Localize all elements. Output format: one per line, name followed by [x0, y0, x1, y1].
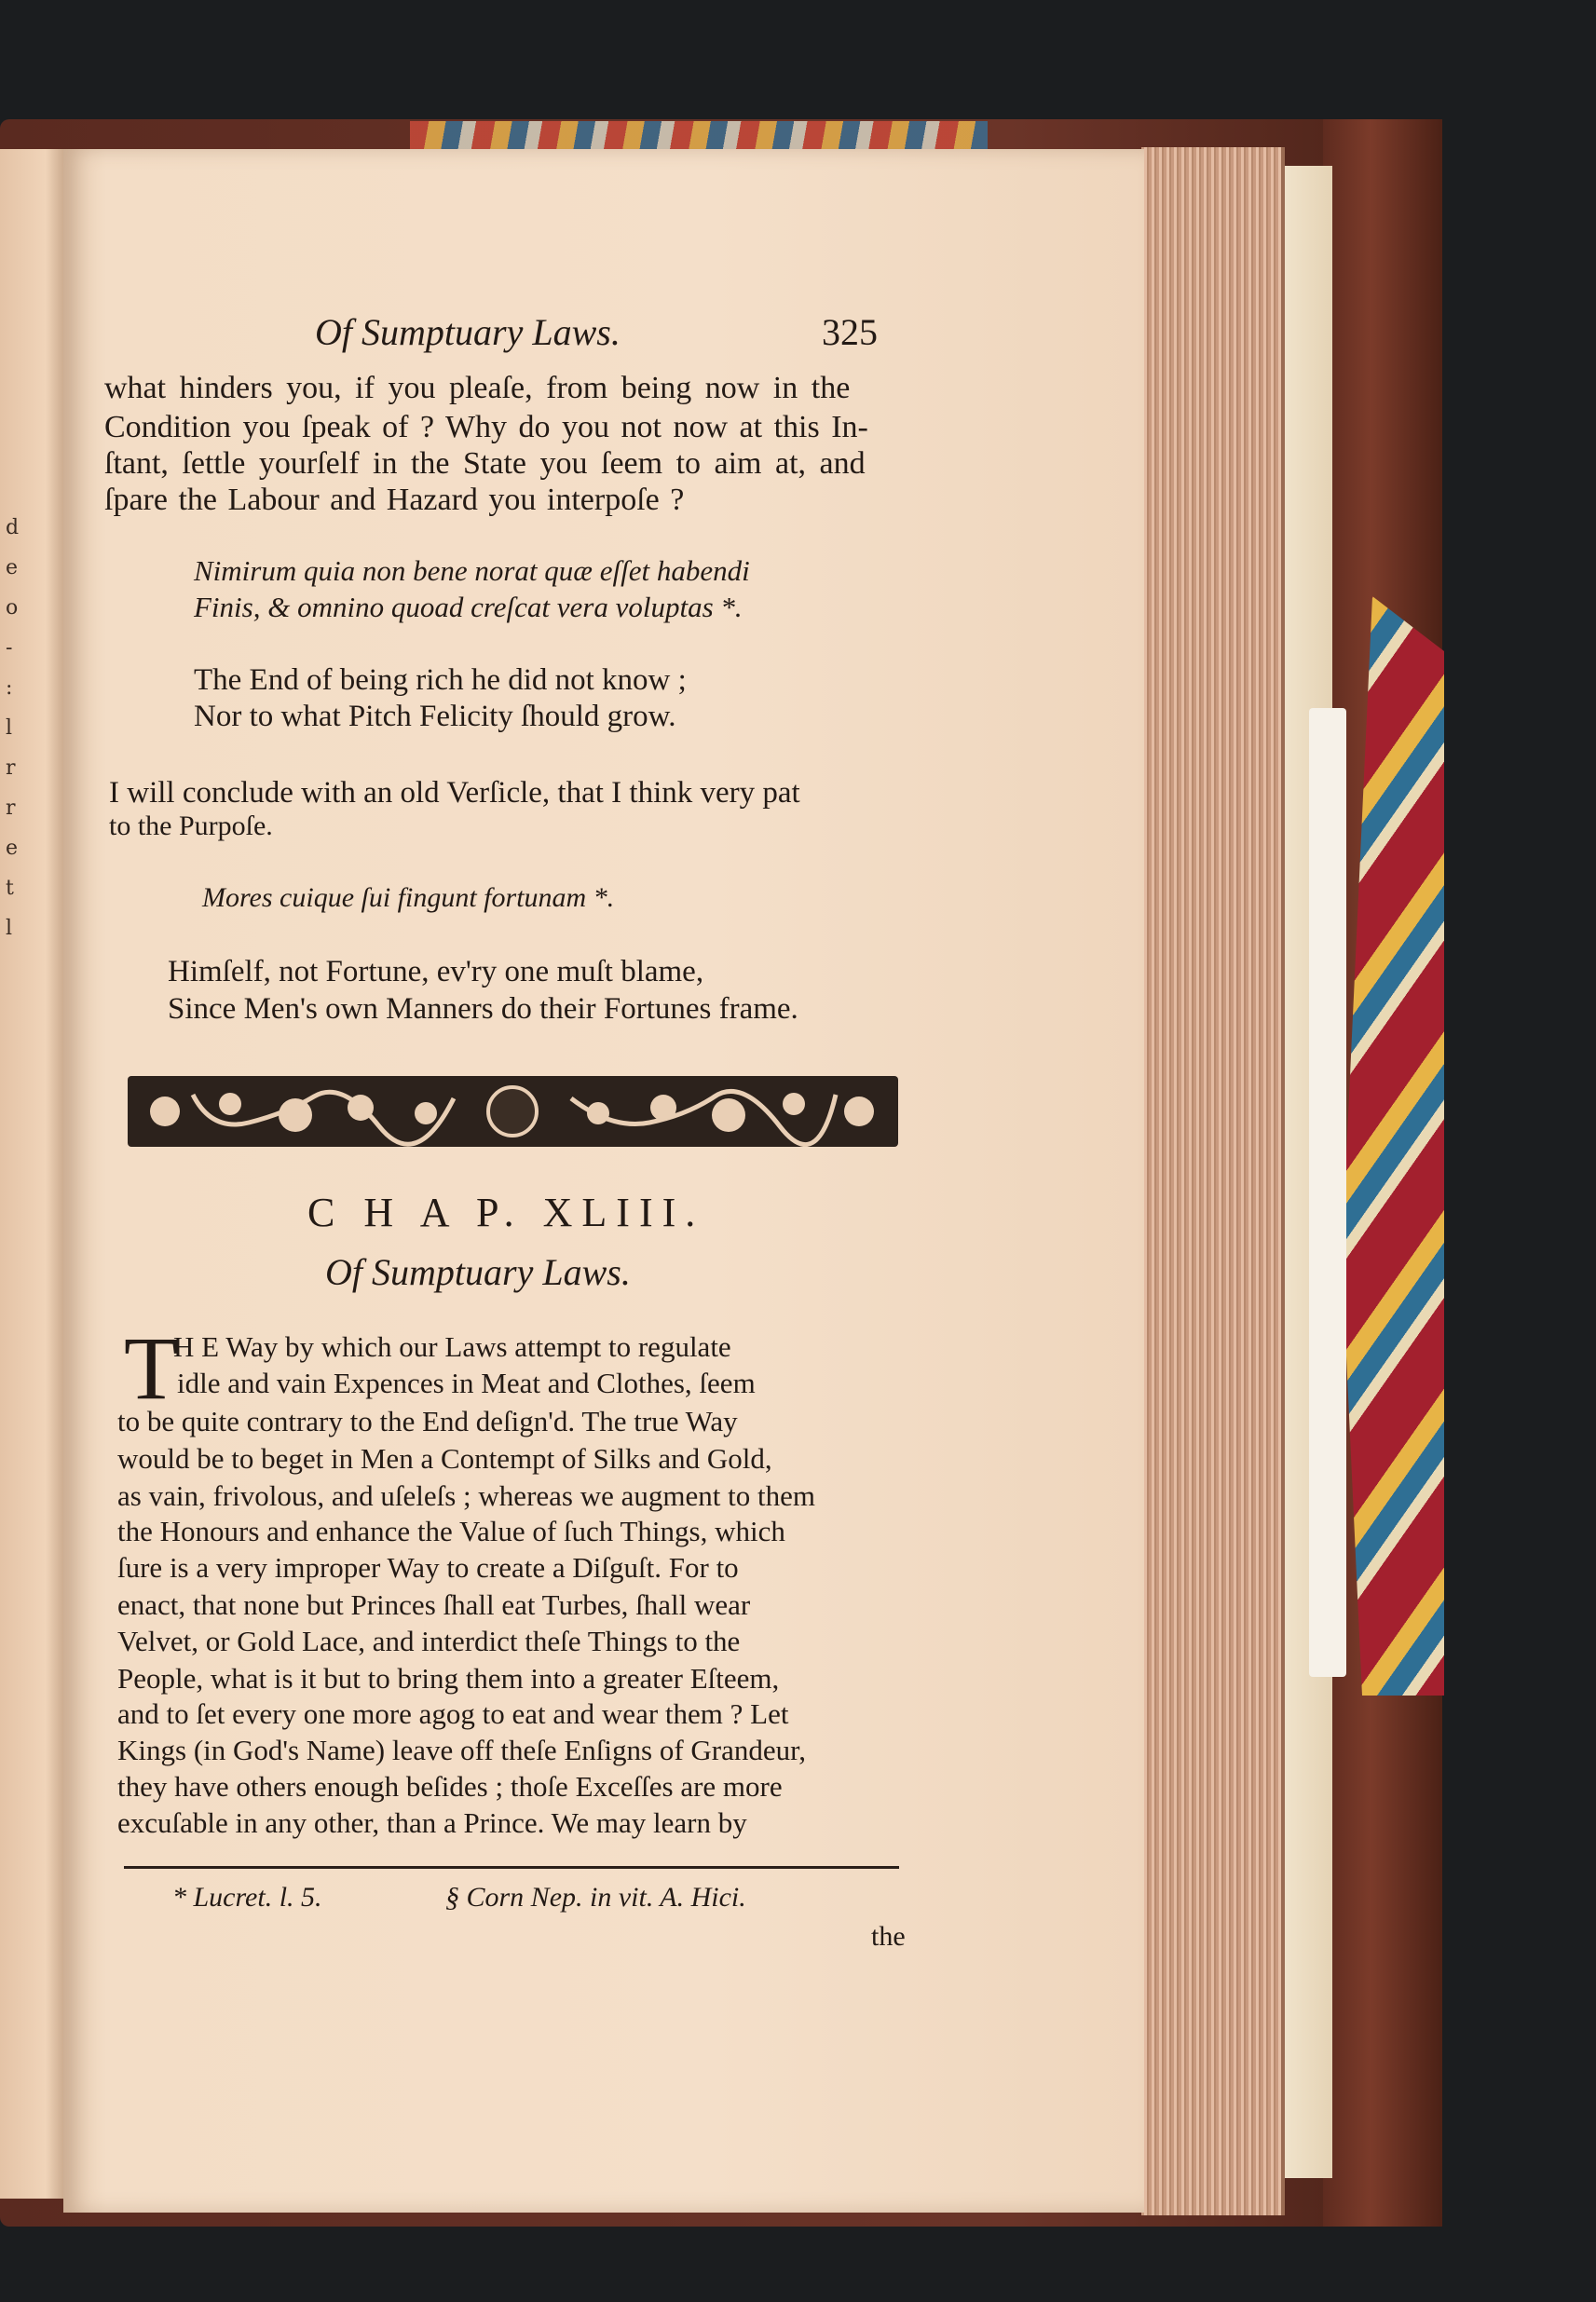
marbled-endpaper-top [410, 121, 988, 149]
text-line: idle and vain Expences in Meat and Clothes, ſeem [177, 1367, 756, 1399]
text-line: enact, that none but Princes ſhall eat Turbes, ſhall wear [117, 1588, 751, 1621]
text-line: they have others enough beſides ; thoſe Exceſſes are more [117, 1770, 783, 1803]
margin-letter: - [6, 636, 13, 660]
text-line: Velvet, or Gold Lace, and interdict theſe Things to the [117, 1625, 741, 1657]
catchword: the [871, 1921, 906, 1952]
text-line: would be to beget in Men a Contempt of Silks and Gold, [117, 1442, 772, 1475]
text-line: I will conclude with an old Verſicle, that I think very pat [109, 776, 800, 810]
text-line: People, what is it but to bring them into a greater Eſteem, [117, 1662, 780, 1695]
margin-letter: r [6, 797, 16, 820]
facing-page-edge [0, 149, 68, 2199]
margin-letter: o [6, 596, 19, 620]
inserted-slip [1309, 708, 1346, 1677]
text-line: Kings (in God's Name) leave off theſe Enſigns of Grandeur, [117, 1734, 806, 1766]
verse-line: Since Men's own Manners do their Fortunes frame. [168, 992, 798, 1026]
page-block-fore-edge [1141, 147, 1285, 2215]
margin-letter: e [6, 556, 19, 579]
latin-quote-line: Mores cuique ſui fingunt fortunam *. [202, 882, 615, 913]
margin-letter: : [6, 676, 13, 700]
margin-letter: d [6, 516, 20, 539]
page-number: 325 [822, 311, 878, 353]
latin-quote-line: Finis, & omnino quoad creſcat vera voluptas *. [194, 591, 743, 623]
chapter-title: Of Sumptuary Laws. [325, 1251, 631, 1293]
text-line: H E Way by which our Laws attempt to regulate [173, 1330, 731, 1363]
running-title: Of Sumptuary Laws. [315, 311, 621, 353]
text-line: excuſable in any other, than a Prince. We may learn by [117, 1806, 747, 1839]
text-line: ſtant, ſettle yourſelf in the State you ſeem to aim at, and [104, 446, 866, 481]
margin-letter: t [6, 877, 14, 900]
text-line: Condition you ſpeak of ? Why do you not now at this In- [104, 410, 868, 444]
verse-line: Himſelf, not Fortune, ev'ry one muſt blame, [168, 955, 704, 988]
footnote: § Corn Nep. in vit. A. Hici. [445, 1882, 746, 1913]
facing-page-letters [6, 508, 19, 948]
ornamental-headpiece [128, 1076, 898, 1147]
text-line: what hinders you, if you pleaſe, from being now in the [104, 371, 851, 405]
text-line: ſure is a very improper Way to create a Diſguſt. For to [117, 1551, 739, 1584]
margin-letter: l [6, 917, 13, 940]
text-line: and to ſet every one more agog to eat and wear them ? Let [117, 1697, 789, 1730]
text-line: ſpare the Labour and Hazard you interpoſe ? [104, 483, 685, 517]
text-line: as vain, frivolous, and uſeleſs ; whereas we augment to them [117, 1479, 815, 1512]
chapter-heading: C H A P. XLIII. [307, 1190, 705, 1235]
verse-line: The End of being rich he did not know ; [194, 663, 687, 697]
footnote: * Lucret. l. 5. [172, 1882, 322, 1913]
verse-line: Nor to what Pitch Felicity ſhould grow. [194, 700, 676, 733]
latin-quote-line: Nimirum quia non bene norat quæ eſſet habendi [194, 554, 750, 587]
margin-letter: e [6, 837, 19, 860]
margin-letter: r [6, 756, 16, 780]
footnote-rule [124, 1866, 899, 1869]
text-line: to be quite contrary to the End deſign'd. The true Way [117, 1405, 738, 1437]
text-line: to the Purpoſe. [109, 810, 273, 841]
text-line: the Honours and enhance the Value of ſuch Things, which [117, 1515, 785, 1547]
margin-letter: l [6, 716, 13, 740]
drop-cap: T [124, 1318, 179, 1418]
